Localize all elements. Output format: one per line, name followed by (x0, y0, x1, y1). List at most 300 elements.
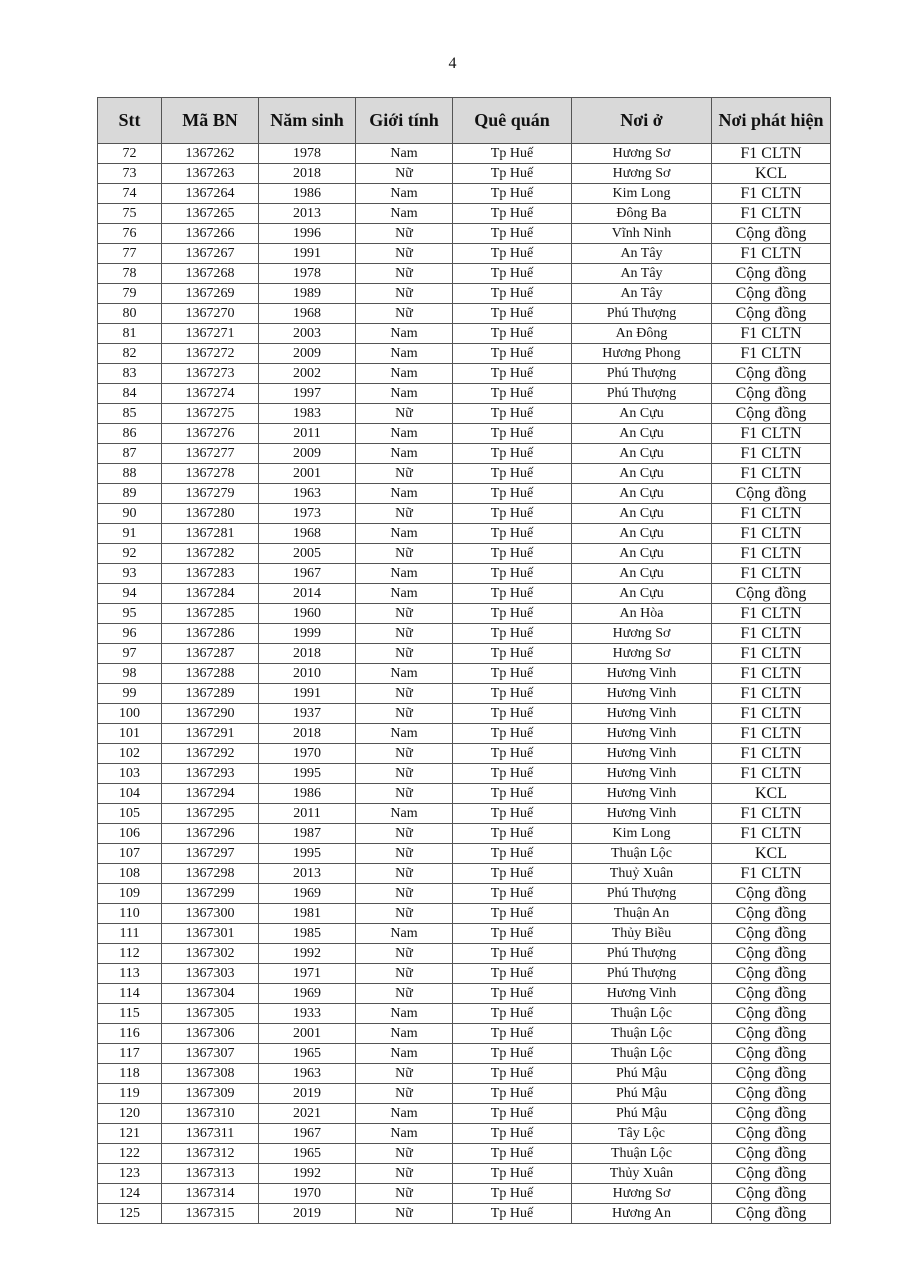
cell-hometown: Tp Huế (453, 424, 572, 444)
cell-hometown: Tp Huế (453, 344, 572, 364)
cell-residence: Thuận Lộc (572, 844, 712, 864)
cell-residence: Hương Vinh (572, 664, 712, 684)
cell-residence: Hương Vinh (572, 764, 712, 784)
table-row (98, 564, 831, 584)
cell-birth-year: 1963 (259, 1064, 356, 1084)
cell-patient-id: 1367271 (162, 324, 259, 344)
cell-birth-year: 1978 (259, 144, 356, 164)
table-row (98, 1104, 831, 1124)
cell-detection-place: F1 CLTN (712, 564, 831, 584)
cell-hometown: Tp Huế (453, 164, 572, 184)
cell-detection-place: Cộng đồng (712, 944, 831, 964)
cell-patient-id: 1367311 (162, 1124, 259, 1144)
cell-stt: 85 (98, 404, 162, 424)
cell-detection-place: F1 CLTN (712, 704, 831, 724)
cell-patient-id: 1367292 (162, 744, 259, 764)
cell-patient-id: 1367285 (162, 604, 259, 624)
cell-residence: Vĩnh Ninh (572, 224, 712, 244)
cell-detection-place: Cộng đồng (712, 904, 831, 924)
cell-residence: An Cựu (572, 564, 712, 584)
cell-patient-id: 1367269 (162, 284, 259, 304)
table-row (98, 1044, 831, 1064)
cell-stt: 118 (98, 1064, 162, 1084)
cell-stt: 89 (98, 484, 162, 504)
cell-detection-place: F1 CLTN (712, 824, 831, 844)
cell-hometown: Tp Huế (453, 1124, 572, 1144)
cell-hometown: Tp Huế (453, 564, 572, 584)
cell-birth-year: 2001 (259, 1024, 356, 1044)
cell-detection-place: F1 CLTN (712, 684, 831, 704)
cell-hometown: Tp Huế (453, 384, 572, 404)
table-row (98, 744, 831, 764)
cell-gender: Nữ (356, 264, 453, 284)
cell-birth-year: 2009 (259, 444, 356, 464)
cell-patient-id: 1367294 (162, 784, 259, 804)
cell-stt: 91 (98, 524, 162, 544)
table-row (98, 844, 831, 864)
cell-birth-year: 1992 (259, 944, 356, 964)
cell-birth-year: 1970 (259, 744, 356, 764)
cell-stt: 107 (98, 844, 162, 864)
table-row (98, 624, 831, 644)
table-row (98, 724, 831, 744)
header-patient-id: Mã BN (162, 98, 259, 144)
cell-hometown: Tp Huế (453, 324, 572, 344)
cell-residence: Hương Sơ (572, 644, 712, 664)
table-row (98, 1064, 831, 1084)
cell-patient-id: 1367304 (162, 984, 259, 1004)
cell-detection-place: Cộng đồng (712, 284, 831, 304)
cell-stt: 76 (98, 224, 162, 244)
cell-birth-year: 1960 (259, 604, 356, 624)
cell-gender: Nữ (356, 224, 453, 244)
cell-gender: Nam (356, 664, 453, 684)
cell-hometown: Tp Huế (453, 1004, 572, 1024)
cell-patient-id: 1367288 (162, 664, 259, 684)
table-row (98, 884, 831, 904)
cell-residence: Thuỷ Xuân (572, 864, 712, 884)
cell-detection-place: Cộng đồng (712, 1084, 831, 1104)
cell-gender: Nữ (356, 864, 453, 884)
cell-gender: Nam (356, 184, 453, 204)
cell-hometown: Tp Huế (453, 224, 572, 244)
cell-patient-id: 1367295 (162, 804, 259, 824)
cell-stt: 80 (98, 304, 162, 324)
cell-patient-id: 1367314 (162, 1184, 259, 1204)
cell-birth-year: 1965 (259, 1044, 356, 1064)
cell-birth-year: 1991 (259, 684, 356, 704)
cell-stt: 116 (98, 1024, 162, 1044)
table-row (98, 184, 831, 204)
cell-patient-id: 1367265 (162, 204, 259, 224)
cell-detection-place: Cộng đồng (712, 404, 831, 424)
cell-detection-place: Cộng đồng (712, 1064, 831, 1084)
cell-detection-place: F1 CLTN (712, 544, 831, 564)
cell-residence: Hương Vinh (572, 704, 712, 724)
table-row (98, 604, 831, 624)
cell-patient-id: 1367282 (162, 544, 259, 564)
table-row (98, 944, 831, 964)
cell-hometown: Tp Huế (453, 784, 572, 804)
cell-stt: 88 (98, 464, 162, 484)
cell-patient-id: 1367281 (162, 524, 259, 544)
table-row (98, 1164, 831, 1184)
cell-residence: Hương An (572, 1204, 712, 1224)
cell-stt: 115 (98, 1004, 162, 1024)
table-row (98, 784, 831, 804)
cell-stt: 95 (98, 604, 162, 624)
cell-gender: Nam (356, 484, 453, 504)
cell-birth-year: 1991 (259, 244, 356, 264)
cell-detection-place: Cộng đồng (712, 304, 831, 324)
cell-gender: Nữ (356, 984, 453, 1004)
cell-hometown: Tp Huế (453, 1204, 572, 1224)
table-row (98, 384, 831, 404)
cell-detection-place: Cộng đồng (712, 264, 831, 284)
cell-detection-place: Cộng đồng (712, 1164, 831, 1184)
cell-detection-place: Cộng đồng (712, 1004, 831, 1024)
cell-gender: Nữ (356, 764, 453, 784)
cell-birth-year: 1995 (259, 844, 356, 864)
cell-gender: Nữ (356, 284, 453, 304)
cell-detection-place: Cộng đồng (712, 484, 831, 504)
cell-detection-place: F1 CLTN (712, 184, 831, 204)
cell-stt: 78 (98, 264, 162, 284)
cell-birth-year: 1967 (259, 564, 356, 584)
cell-stt: 106 (98, 824, 162, 844)
cell-residence: Hương Vinh (572, 744, 712, 764)
cell-birth-year: 2021 (259, 1104, 356, 1124)
cell-gender: Nam (356, 1044, 453, 1064)
cell-birth-year: 1969 (259, 984, 356, 1004)
cell-patient-id: 1367307 (162, 1044, 259, 1064)
table-row (98, 364, 831, 384)
cell-detection-place: Cộng đồng (712, 384, 831, 404)
cell-residence: An Cựu (572, 504, 712, 524)
cell-patient-id: 1367302 (162, 944, 259, 964)
cell-detection-place: Cộng đồng (712, 984, 831, 1004)
cell-residence: Thủy Biều (572, 924, 712, 944)
cell-birth-year: 1981 (259, 904, 356, 924)
cell-residence: An Tây (572, 264, 712, 284)
cell-birth-year: 2003 (259, 324, 356, 344)
header-gender: Giới tính (356, 98, 453, 144)
cell-hometown: Tp Huế (453, 824, 572, 844)
cell-gender: Nam (356, 1104, 453, 1124)
cell-patient-id: 1367298 (162, 864, 259, 884)
table-row (98, 1184, 831, 1204)
cell-hometown: Tp Huế (453, 244, 572, 264)
cell-gender: Nữ (356, 244, 453, 264)
table-body (98, 144, 831, 1224)
cell-hometown: Tp Huế (453, 1184, 572, 1204)
cell-residence: Hương Vinh (572, 724, 712, 744)
cell-birth-year: 2018 (259, 724, 356, 744)
cell-stt: 96 (98, 624, 162, 644)
cell-hometown: Tp Huế (453, 644, 572, 664)
cell-residence: Kim Long (572, 824, 712, 844)
cell-detection-place: F1 CLTN (712, 524, 831, 544)
table-row (98, 264, 831, 284)
page-number: 4 (448, 55, 457, 72)
table-row (98, 644, 831, 664)
cell-hometown: Tp Huế (453, 584, 572, 604)
cell-stt: 119 (98, 1084, 162, 1104)
cell-hometown: Tp Huế (453, 884, 572, 904)
cell-birth-year: 2002 (259, 364, 356, 384)
table-row (98, 904, 831, 924)
cell-hometown: Tp Huế (453, 364, 572, 384)
table-row (98, 284, 831, 304)
cell-gender: Nữ (356, 504, 453, 524)
table-row (98, 984, 831, 1004)
table-row (98, 304, 831, 324)
cell-hometown: Tp Huế (453, 764, 572, 784)
table-row (98, 344, 831, 364)
cell-detection-place: F1 CLTN (712, 504, 831, 524)
cell-hometown: Tp Huế (453, 484, 572, 504)
cell-hometown: Tp Huế (453, 204, 572, 224)
cell-detection-place: F1 CLTN (712, 664, 831, 684)
cell-detection-place: F1 CLTN (712, 144, 831, 164)
table-row (98, 144, 831, 164)
cell-gender: Nữ (356, 964, 453, 984)
cell-residence: Hương Vinh (572, 784, 712, 804)
cell-detection-place: Cộng đồng (712, 1204, 831, 1224)
cell-patient-id: 1367277 (162, 444, 259, 464)
cell-patient-id: 1367267 (162, 244, 259, 264)
cell-detection-place: Cộng đồng (712, 1104, 831, 1124)
table-row (98, 664, 831, 684)
cell-patient-id: 1367308 (162, 1064, 259, 1084)
cell-residence: An Tây (572, 244, 712, 264)
cell-hometown: Tp Huế (453, 604, 572, 624)
cell-birth-year: 2013 (259, 864, 356, 884)
cell-stt: 73 (98, 164, 162, 184)
cell-birth-year: 2001 (259, 464, 356, 484)
cell-birth-year: 1999 (259, 624, 356, 644)
cell-hometown: Tp Huế (453, 1164, 572, 1184)
cell-stt: 84 (98, 384, 162, 404)
cell-hometown: Tp Huế (453, 864, 572, 884)
cell-gender: Nữ (356, 704, 453, 724)
cell-gender: Nữ (356, 1204, 453, 1224)
cell-patient-id: 1367312 (162, 1144, 259, 1164)
cell-stt: 108 (98, 864, 162, 884)
cell-gender: Nữ (356, 604, 453, 624)
cell-birth-year: 2014 (259, 584, 356, 604)
cell-hometown: Tp Huế (453, 804, 572, 824)
cell-hometown: Tp Huế (453, 444, 572, 464)
cell-hometown: Tp Huế (453, 1144, 572, 1164)
cell-detection-place: F1 CLTN (712, 724, 831, 744)
cell-residence: Phú Mậu (572, 1084, 712, 1104)
cell-detection-place: F1 CLTN (712, 464, 831, 484)
patient-table (97, 97, 831, 1224)
header-detection-place: Nơi phát hiện (712, 98, 831, 144)
cell-residence: Phú Thượng (572, 884, 712, 904)
cell-stt: 104 (98, 784, 162, 804)
cell-stt: 79 (98, 284, 162, 304)
cell-detection-place: F1 CLTN (712, 324, 831, 344)
table-row (98, 1084, 831, 1104)
cell-residence: Hương Sơ (572, 624, 712, 644)
cell-residence: Thủy Xuân (572, 1164, 712, 1184)
table-row (98, 504, 831, 524)
cell-hometown: Tp Huế (453, 1024, 572, 1044)
cell-patient-id: 1367305 (162, 1004, 259, 1024)
cell-residence: Kim Long (572, 184, 712, 204)
cell-stt: 90 (98, 504, 162, 524)
cell-stt: 92 (98, 544, 162, 564)
cell-birth-year: 2013 (259, 204, 356, 224)
table-row (98, 464, 831, 484)
cell-hometown: Tp Huế (453, 184, 572, 204)
cell-residence: Hương Phong (572, 344, 712, 364)
table-row (98, 804, 831, 824)
table-row (98, 764, 831, 784)
cell-gender: Nữ (356, 644, 453, 664)
table-row (98, 324, 831, 344)
cell-hometown: Tp Huế (453, 264, 572, 284)
cell-patient-id: 1367315 (162, 1204, 259, 1224)
cell-stt: 98 (98, 664, 162, 684)
cell-gender: Nam (356, 1124, 453, 1144)
cell-stt: 99 (98, 684, 162, 704)
table-row (98, 584, 831, 604)
cell-residence: An Cựu (572, 484, 712, 504)
cell-residence: Thuận Lộc (572, 1044, 712, 1064)
cell-detection-place: F1 CLTN (712, 764, 831, 784)
cell-stt: 113 (98, 964, 162, 984)
cell-hometown: Tp Huế (453, 284, 572, 304)
cell-stt: 121 (98, 1124, 162, 1144)
cell-hometown: Tp Huế (453, 664, 572, 684)
cell-birth-year: 2018 (259, 164, 356, 184)
cell-birth-year: 2005 (259, 544, 356, 564)
table-row (98, 1124, 831, 1144)
cell-stt: 86 (98, 424, 162, 444)
cell-gender: Nam (356, 724, 453, 744)
cell-stt: 75 (98, 204, 162, 224)
cell-birth-year: 2011 (259, 424, 356, 444)
cell-detection-place: F1 CLTN (712, 344, 831, 364)
cell-stt: 94 (98, 584, 162, 604)
cell-hometown: Tp Huế (453, 304, 572, 324)
cell-detection-place: Cộng đồng (712, 1124, 831, 1144)
cell-hometown: Tp Huế (453, 724, 572, 744)
cell-birth-year: 1985 (259, 924, 356, 944)
cell-stt: 83 (98, 364, 162, 384)
cell-patient-id: 1367280 (162, 504, 259, 524)
cell-patient-id: 1367309 (162, 1084, 259, 1104)
cell-residence: An Cựu (572, 544, 712, 564)
cell-birth-year: 1978 (259, 264, 356, 284)
cell-detection-place: Cộng đồng (712, 1024, 831, 1044)
cell-residence: An Đông (572, 324, 712, 344)
cell-residence: Phú Thượng (572, 944, 712, 964)
cell-patient-id: 1367290 (162, 704, 259, 724)
cell-gender: Nữ (356, 164, 453, 184)
table-row (98, 964, 831, 984)
cell-detection-place: Cộng đồng (712, 1144, 831, 1164)
cell-patient-id: 1367276 (162, 424, 259, 444)
cell-detection-place: F1 CLTN (712, 244, 831, 264)
cell-gender: Nữ (356, 1144, 453, 1164)
cell-patient-id: 1367297 (162, 844, 259, 864)
cell-birth-year: 1937 (259, 704, 356, 724)
cell-hometown: Tp Huế (453, 1104, 572, 1124)
cell-birth-year: 1967 (259, 1124, 356, 1144)
cell-detection-place: F1 CLTN (712, 744, 831, 764)
cell-detection-place: KCL (712, 784, 831, 804)
cell-residence: Đông Ba (572, 204, 712, 224)
cell-patient-id: 1367299 (162, 884, 259, 904)
cell-hometown: Tp Huế (453, 844, 572, 864)
cell-detection-place: Cộng đồng (712, 224, 831, 244)
cell-birth-year: 2009 (259, 344, 356, 364)
cell-residence: Tây Lộc (572, 1124, 712, 1144)
cell-stt: 105 (98, 804, 162, 824)
cell-birth-year: 1971 (259, 964, 356, 984)
cell-birth-year: 1997 (259, 384, 356, 404)
cell-gender: Nam (356, 804, 453, 824)
cell-gender: Nữ (356, 404, 453, 424)
cell-residence: An Hòa (572, 604, 712, 624)
cell-gender: Nữ (356, 1164, 453, 1184)
cell-detection-place: F1 CLTN (712, 424, 831, 444)
cell-stt: 125 (98, 1204, 162, 1224)
header-hometown: Quê quán (453, 98, 572, 144)
cell-patient-id: 1367303 (162, 964, 259, 984)
cell-patient-id: 1367310 (162, 1104, 259, 1124)
table-row (98, 244, 831, 264)
cell-stt: 110 (98, 904, 162, 924)
cell-stt: 103 (98, 764, 162, 784)
cell-residence: Phú Thượng (572, 304, 712, 324)
cell-gender: Nữ (356, 904, 453, 924)
cell-detection-place: F1 CLTN (712, 624, 831, 644)
cell-detection-place: F1 CLTN (712, 864, 831, 884)
cell-patient-id: 1367279 (162, 484, 259, 504)
cell-patient-id: 1367313 (162, 1164, 259, 1184)
header-birth-year: Năm sinh (259, 98, 356, 144)
cell-residence: An Cựu (572, 444, 712, 464)
cell-stt: 93 (98, 564, 162, 584)
cell-residence: Thuận Lộc (572, 1004, 712, 1024)
cell-residence: Hương Vinh (572, 684, 712, 704)
cell-hometown: Tp Huế (453, 1084, 572, 1104)
cell-detection-place: Cộng đồng (712, 1184, 831, 1204)
cell-gender: Nam (356, 564, 453, 584)
cell-patient-id: 1367284 (162, 584, 259, 604)
cell-stt: 87 (98, 444, 162, 464)
cell-patient-id: 1367301 (162, 924, 259, 944)
cell-gender: Nam (356, 584, 453, 604)
cell-gender: Nữ (356, 1184, 453, 1204)
table-row (98, 1204, 831, 1224)
cell-hometown: Tp Huế (453, 904, 572, 924)
cell-residence: Hương Vinh (572, 984, 712, 1004)
cell-detection-place: Cộng đồng (712, 964, 831, 984)
table-row (98, 1004, 831, 1024)
cell-stt: 122 (98, 1144, 162, 1164)
cell-gender: Nam (356, 924, 453, 944)
cell-gender: Nam (356, 364, 453, 384)
cell-gender: Nam (356, 1024, 453, 1044)
cell-gender: Nữ (356, 624, 453, 644)
cell-patient-id: 1367270 (162, 304, 259, 324)
